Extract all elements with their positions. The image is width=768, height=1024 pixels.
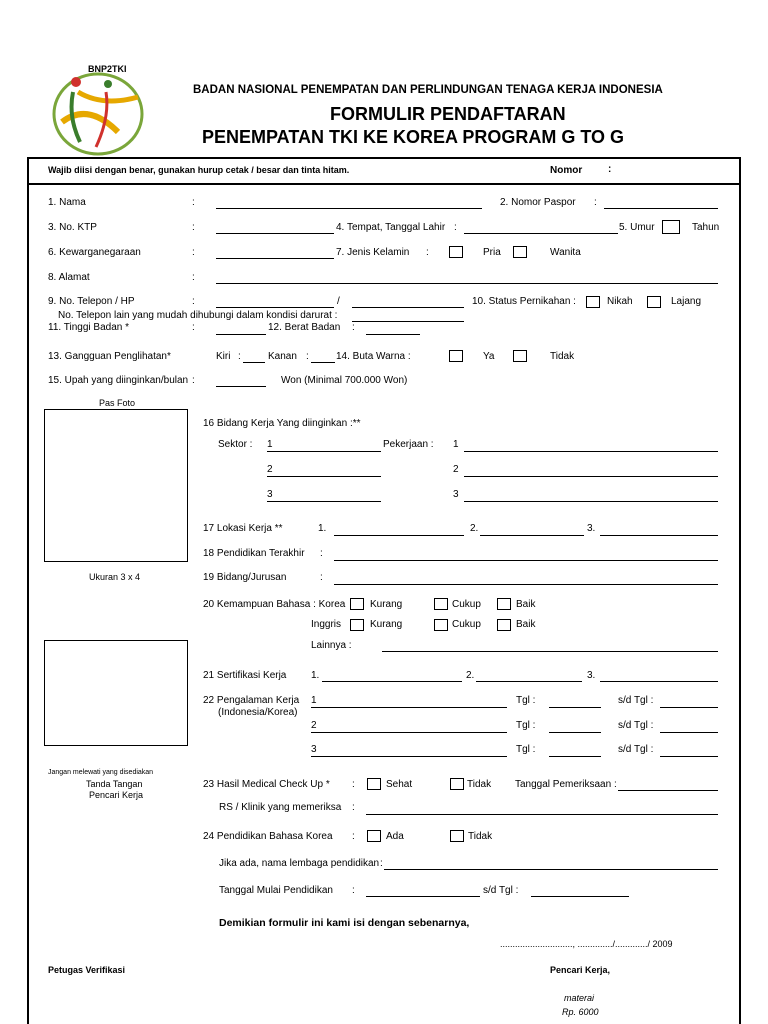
kewarganegaraan-label: 6. Kewarganegaraan	[48, 247, 141, 258]
alamat-label: 8. Alamat	[48, 272, 90, 283]
telepon-colon: :	[192, 296, 195, 307]
sektor-number-1: 1	[267, 439, 273, 450]
pekerjaan-field-3[interactable]	[464, 501, 718, 502]
korea-baik-label: Baik	[516, 599, 536, 610]
tanggal-mulai-colon: :	[352, 885, 355, 896]
ada-checkbox[interactable]	[367, 830, 381, 842]
pendidikan-field[interactable]	[334, 560, 718, 561]
pengalaman-sd-label-2: s/d Tgl :	[618, 720, 654, 731]
paspor-colon: :	[594, 197, 597, 208]
ttl-colon: :	[454, 222, 457, 233]
pengalaman-field-2[interactable]	[311, 732, 507, 733]
rs-klinik-label: RS / Klinik yang memeriksa	[219, 802, 342, 813]
kiri-field[interactable]	[243, 362, 265, 363]
buta-warna-tidak-label: Tidak	[550, 351, 575, 362]
pengalaman-sd-field-2[interactable]	[660, 732, 718, 733]
pekerjaan-field-1[interactable]	[464, 451, 718, 452]
pekerjaan-number-2: 2	[453, 464, 459, 475]
inggris-kurang-label: Kurang	[370, 619, 403, 630]
kewarganegaraan-field[interactable]	[216, 258, 334, 259]
kemampuan-bahasa-label: 20 Kemampuan Bahasa : Korea	[203, 599, 346, 610]
ktp-label: 3. No. KTP	[48, 222, 97, 233]
inggris-cukup-label: Cukup	[452, 619, 481, 630]
berat-label: 12. Berat Badan	[268, 322, 341, 333]
inggris-cukup-checkbox[interactable]	[434, 619, 448, 631]
tahun-label: Tahun	[692, 222, 720, 233]
form-title: FORMULIR PENDAFTARAN	[330, 104, 566, 124]
tanggal-sd-label: s/d Tgl :	[483, 885, 519, 896]
won-label: Won (Minimal 700.000 Won)	[281, 375, 408, 386]
nikah-checkbox[interactable]	[586, 296, 600, 308]
alamat-field[interactable]	[216, 283, 718, 284]
sehat-label: Sehat	[386, 779, 413, 790]
lembaga-field[interactable]	[384, 869, 718, 870]
sertifikasi-number-3: 3.	[587, 670, 596, 681]
sektor-field-1[interactable]	[267, 451, 381, 452]
signature-warning: Jangan melewati yang disediakan	[48, 769, 154, 776]
kiri-label: Kiri	[216, 351, 231, 362]
sektor-field-3[interactable]	[267, 501, 381, 502]
sertifikasi-field-3[interactable]	[600, 681, 718, 682]
alamat-colon: :	[192, 272, 195, 283]
medical-label: 23 Hasil Medical Check Up *	[203, 779, 330, 790]
pengalaman-number-3: 3	[311, 744, 317, 755]
pengalaman-tgl-label-1: Tgl :	[516, 695, 536, 706]
tinggi-field[interactable]	[216, 334, 266, 335]
ada-label: Ada	[386, 831, 404, 842]
lokasi-field-3[interactable]	[600, 535, 718, 536]
sehat-checkbox[interactable]	[367, 778, 381, 790]
pengalaman-number-1: 1	[311, 695, 317, 706]
inggris-baik-checkbox[interactable]	[497, 619, 511, 631]
berat-field[interactable]	[366, 334, 420, 335]
telepon-darurat-label: No. Telepon lain yang mudah dihubungi dalam kondisi darurat :	[58, 310, 338, 321]
inggris-label: Inggris	[311, 619, 342, 630]
sektor-label: Sektor :	[218, 439, 253, 450]
lembaga-label: Jika ada, nama lembaga pendidikan	[219, 858, 380, 869]
pengalaman-sub-label: (Indonesia/Korea)	[218, 707, 298, 718]
pendidikan-tidak-checkbox[interactable]	[450, 830, 464, 842]
kiri-colon: :	[238, 351, 241, 362]
tanggal-pemeriksaan-label: Tanggal Pemeriksaan :	[515, 779, 617, 790]
nomor-colon: :	[608, 164, 612, 175]
medical-tidak-label: Tidak	[467, 779, 492, 790]
pencari-kerja-label: Pencari Kerja	[89, 790, 144, 800]
tanggal-pemeriksaan-field[interactable]	[618, 790, 718, 791]
frame-left	[27, 157, 29, 1024]
pengalaman-tgl-field-1[interactable]	[549, 707, 601, 708]
jenis-kelamin-label: 7. Jenis Kelamin	[336, 247, 410, 258]
lokasi-field-1[interactable]	[334, 535, 464, 536]
ukuran-label: Ukuran 3 x 4	[89, 572, 141, 582]
pekerjaan-field-2[interactable]	[464, 476, 718, 477]
sektor-field-2[interactable]	[267, 476, 381, 477]
lokasi-number-1: 1.	[318, 523, 327, 534]
pencari-kerja-signature-label: Pencari Kerja,	[550, 965, 611, 975]
sertifikasi-field-2[interactable]	[476, 681, 582, 682]
pekerjaan-number-1: 1	[453, 439, 459, 450]
materai-label: materai	[564, 993, 595, 1003]
kewarganegaraan-colon: :	[192, 247, 195, 258]
pengalaman-tgl-label-3: Tgl :	[516, 744, 536, 755]
lokasi-number-2: 2.	[470, 523, 479, 534]
telepon-slash: /	[337, 296, 340, 307]
nama-colon: :	[192, 197, 195, 208]
inggris-baik-label: Baik	[516, 619, 536, 630]
lainnya-label: Lainnya :	[311, 640, 352, 651]
upah-label: 15. Upah yang diinginkan/bulan	[48, 375, 189, 386]
umur-label: 5. Umur	[619, 222, 655, 233]
inggris-kurang-checkbox[interactable]	[350, 619, 364, 631]
korea-kurang-checkbox[interactable]	[350, 598, 364, 610]
sertifikasi-label: 21 Sertifikasi Kerja	[203, 670, 287, 681]
korea-baik-checkbox[interactable]	[497, 598, 511, 610]
pria-label: Pria	[483, 247, 501, 258]
form-subtitle: PENEMPATAN TKI KE KOREA PROGRAM G TO G	[202, 127, 625, 147]
korea-kurang-label: Kurang	[370, 599, 403, 610]
korea-cukup-label: Cukup	[452, 599, 481, 610]
nama-label: 1. Nama	[48, 197, 86, 208]
rs-klinik-field[interactable]	[366, 814, 718, 815]
pengalaman-number-2: 2	[311, 720, 317, 731]
rs-klinik-colon: :	[352, 802, 355, 813]
bidang-kerja-label: 16 Bidang Kerja Yang diinginkan :**	[203, 418, 361, 429]
lajang-label: Lajang	[671, 296, 702, 307]
ttl-label: 4. Tempat, Tanggal Lahir	[336, 222, 446, 233]
nikah-label: Nikah	[607, 296, 633, 307]
pendidikan-label: 18 Pendidikan Terakhir	[203, 548, 305, 559]
pengalaman-tgl-field-2[interactable]	[549, 732, 601, 733]
umur-box[interactable]	[662, 220, 680, 234]
lokasi-field-2[interactable]	[480, 535, 584, 536]
tanda-tangan-label: Tanda Tangan	[86, 779, 143, 789]
telepon-darurat-field[interactable]	[352, 321, 464, 322]
ktp-field[interactable]	[216, 233, 334, 234]
petugas-verifikasi-label: Petugas Verifikasi	[48, 965, 126, 975]
tanggal-mulai-field[interactable]	[366, 896, 480, 897]
jenis-kelamin-colon: :	[426, 247, 429, 258]
pengalaman-sd-label-3: s/d Tgl :	[618, 744, 654, 755]
paspor-label: 2. Nomor Paspor	[500, 197, 576, 208]
pengalaman-sd-label-1: s/d Tgl :	[618, 695, 654, 706]
signature-box[interactable]	[44, 640, 188, 746]
buta-warna-ya-checkbox[interactable]	[449, 350, 463, 362]
pengalaman-tgl-field-3[interactable]	[549, 756, 601, 757]
jurusan-colon: :	[320, 572, 323, 583]
tinggi-colon: :	[192, 322, 195, 333]
jurusan-label: 19 Bidang/Jurusan	[203, 572, 287, 583]
lokasi-number-3: 3.	[587, 523, 596, 534]
sektor-number-2: 2	[267, 464, 273, 475]
pengalaman-sd-field-3[interactable]	[660, 756, 718, 757]
lainnya-field[interactable]	[382, 651, 718, 652]
paspor-field[interactable]	[604, 208, 718, 209]
agency-logo	[48, 62, 163, 157]
telepon-field-1[interactable]	[216, 307, 334, 308]
logo-text: BNP2TKI	[88, 64, 127, 74]
pria-checkbox[interactable]	[449, 246, 463, 258]
pendidikan-korea-colon: :	[352, 831, 355, 842]
materai-value: Rp. 6000	[562, 1007, 599, 1017]
pengalaman-field-3[interactable]	[311, 756, 507, 757]
pas-foto-label: Pas Foto	[99, 398, 136, 408]
buta-warna-label: 14. Buta Warna :	[336, 351, 411, 362]
lembaga-colon: :	[380, 858, 383, 869]
sertifikasi-number-1: 1.	[311, 670, 320, 681]
declaration-text: Demikian formulir ini kami isi dengan sebenarnya,	[219, 917, 470, 929]
frame-top	[27, 157, 741, 159]
pengalaman-field-1[interactable]	[311, 707, 507, 708]
photo-box[interactable]	[44, 409, 188, 562]
buta-warna-ya-label: Ya	[483, 351, 495, 362]
status-label: 10. Status Pernikahan :	[472, 296, 576, 307]
wanita-label: Wanita	[550, 247, 581, 258]
instruction-divider	[27, 183, 741, 185]
lajang-checkbox[interactable]	[647, 296, 661, 308]
upah-colon: :	[192, 375, 195, 386]
pendidikan-korea-label: 24 Pendidikan Bahasa Korea	[203, 831, 333, 842]
sektor-number-3: 3	[267, 489, 273, 500]
tanggal-mulai-label: Tanggal Mulai Pendidikan	[219, 885, 333, 896]
signature-date: ............................., ............../............./ 2009	[500, 939, 673, 949]
medical-colon: :	[352, 779, 355, 790]
wanita-checkbox[interactable]	[513, 246, 527, 258]
kanan-label: Kanan	[268, 351, 297, 362]
lokasi-kerja-label: 17 Lokasi Kerja **	[203, 523, 283, 534]
pengalaman-sd-field-1[interactable]	[660, 707, 718, 708]
sertifikasi-field-1[interactable]	[322, 681, 462, 682]
kanan-field[interactable]	[311, 362, 335, 363]
gangguan-label: 13. Gangguan Penglihatan*	[48, 351, 171, 362]
berat-colon: :	[352, 322, 355, 333]
frame-right	[739, 157, 741, 1024]
tanggal-sd-field[interactable]	[531, 896, 629, 897]
agency-name: BADAN NASIONAL PENEMPATAN DAN PERLINDUNGAN TENAGA KERJA INDONESIA	[193, 84, 663, 96]
pekerjaan-label: Pekerjaan :	[383, 439, 434, 450]
instruction-text: Wajib diisi dengan benar, gunakan hurup cetak / besar dan tinta hitam.	[48, 165, 350, 175]
pengalaman-tgl-label-2: Tgl :	[516, 720, 536, 731]
sertifikasi-number-2: 2.	[466, 670, 475, 681]
pengalaman-label: 22 Pengalaman Kerja	[203, 695, 300, 706]
upah-field[interactable]	[216, 386, 266, 387]
pendidikan-tidak-label: Tidak	[468, 831, 493, 842]
tinggi-label: 11. Tinggi Badan *	[48, 322, 129, 333]
telepon-field-2[interactable]	[352, 307, 464, 308]
pendidikan-colon: :	[320, 548, 323, 559]
korea-cukup-checkbox[interactable]	[434, 598, 448, 610]
nama-field[interactable]	[216, 208, 482, 209]
kanan-colon: :	[306, 351, 309, 362]
medical-tidak-checkbox[interactable]	[450, 778, 464, 790]
ttl-field[interactable]	[464, 233, 618, 234]
nomor-label: Nomor	[550, 165, 583, 176]
telepon-label: 9. No. Telepon / HP	[48, 296, 135, 307]
jurusan-field[interactable]	[334, 584, 718, 585]
buta-warna-tidak-checkbox[interactable]	[513, 350, 527, 362]
pekerjaan-number-3: 3	[453, 489, 459, 500]
ktp-colon: :	[192, 222, 195, 233]
